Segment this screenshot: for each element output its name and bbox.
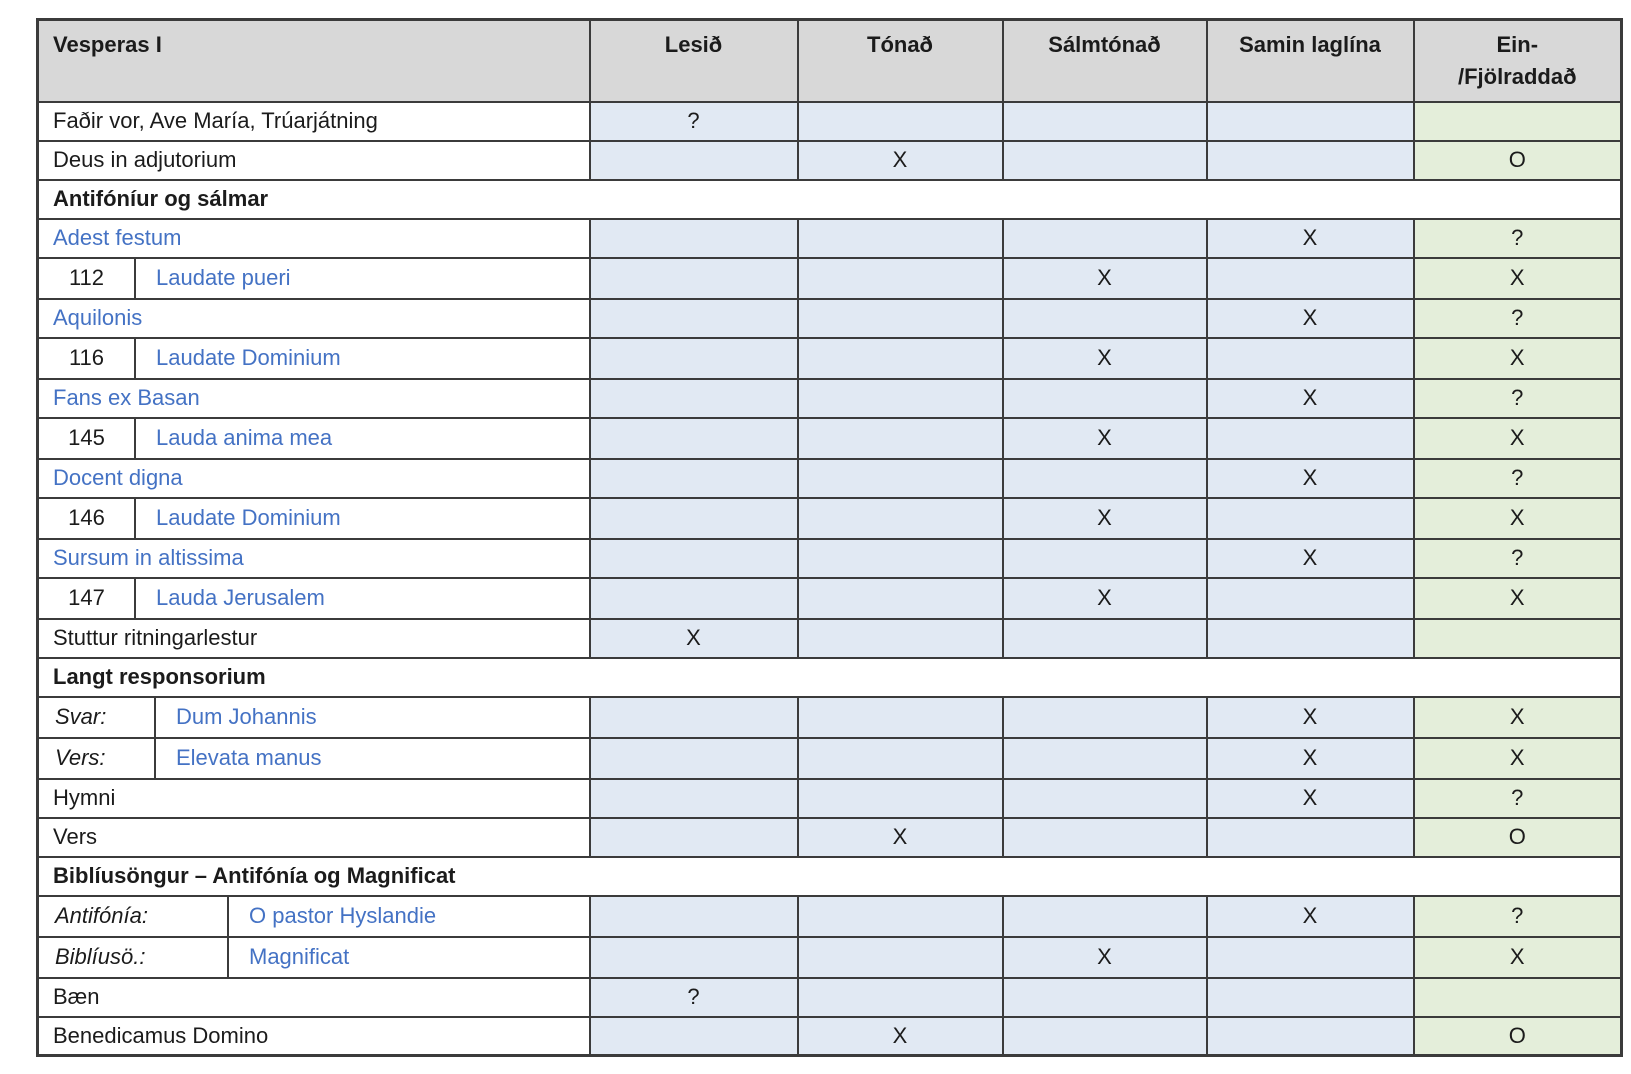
chant-link[interactable]: O pastor Hyslandie (249, 903, 437, 928)
mark-cell-tonad (798, 697, 1003, 738)
mark-cell-tonad (798, 619, 1003, 658)
psalm-number: 116 (39, 339, 136, 378)
mark-cell-samin (1207, 818, 1414, 857)
table-row (38, 102, 1622, 141)
row-label: Bæn (53, 984, 100, 1009)
mark-cell-samin: X (1207, 539, 1414, 578)
table-row (38, 697, 1622, 738)
mark-cell-ein-fjolraddad: ? (1414, 459, 1622, 498)
mark-cell-ein-fjolraddad: X (1414, 258, 1622, 299)
row-label-cell (38, 1017, 590, 1056)
chant-link[interactable]: Elevata manus (176, 745, 322, 770)
section-row (38, 658, 1622, 697)
row-label-cell (38, 102, 590, 141)
row-prefix-label: Svar: (39, 698, 156, 737)
split-label (39, 499, 589, 538)
section-header-label: Antifóníur og sálmar (38, 180, 1622, 219)
plain-label-wrap (39, 465, 589, 491)
mark-cell-lesid: ? (590, 102, 798, 141)
mark-cell-tonad (798, 219, 1003, 258)
mark-cell-lesid (590, 738, 798, 779)
split-label (39, 339, 589, 378)
row-label-cell (38, 578, 590, 619)
mark-cell-tonad (798, 539, 1003, 578)
mark-cell-lesid (590, 258, 798, 299)
mark-cell-lesid (590, 141, 798, 180)
chant-link[interactable]: Aquilonis (53, 305, 143, 330)
table-row (38, 299, 1622, 338)
mark-cell-tonad (798, 937, 1003, 978)
row-label: Benedicamus Domino (53, 1022, 269, 1048)
mark-cell-salmtonad: X (1003, 578, 1207, 619)
header-row (38, 20, 1622, 102)
table-row (38, 937, 1622, 978)
psalm-number: 145 (39, 419, 136, 458)
table-row (38, 1017, 1622, 1056)
row-label: Vers (53, 824, 98, 849)
mark-cell-salmtonad (1003, 978, 1207, 1017)
section-header-label: Biblíusöngur – Antifónía og Magnificat (38, 857, 1622, 896)
row-label-cell (38, 498, 590, 539)
mark-cell-samin (1207, 619, 1414, 658)
psalm-number: 112 (39, 259, 136, 298)
mark-cell-lesid (590, 818, 798, 857)
mark-cell-samin: X (1207, 459, 1414, 498)
split-label (39, 739, 589, 778)
chant-link[interactable]: Adest festum (53, 225, 182, 250)
split-label (39, 698, 589, 737)
chant-link[interactable]: Dum Johannis (176, 704, 317, 729)
split-label (39, 259, 589, 298)
mark-cell-ein-fjolraddad (1414, 102, 1622, 141)
mark-cell-tonad (798, 338, 1003, 379)
mark-cell-tonad: X (798, 818, 1003, 857)
section-header-label: Langt responsorium (38, 658, 1622, 697)
mark-cell-ein-fjolraddad: O (1414, 1017, 1622, 1056)
col-header-tonad: Tónað (798, 20, 1003, 102)
mark-cell-ein-fjolraddad: ? (1414, 539, 1622, 578)
col-header-ein-line1: Ein- (1496, 32, 1539, 57)
mark-cell-lesid (590, 379, 798, 418)
mark-cell-salmtonad (1003, 379, 1207, 418)
table-row (38, 896, 1622, 937)
mark-cell-samin (1207, 141, 1414, 180)
section-row (38, 857, 1622, 896)
psalm-number: 147 (39, 579, 136, 618)
row-label-cell (38, 818, 590, 857)
table-row (38, 779, 1622, 818)
split-label (39, 897, 589, 936)
col-header-samin-laglina: Samin laglína (1207, 20, 1414, 102)
plain-label-wrap (39, 305, 589, 331)
row-label-cell (38, 937, 590, 978)
chant-link[interactable]: Laudate Dominium (156, 505, 341, 530)
mark-cell-ein-fjolraddad: X (1414, 418, 1622, 459)
table-header (38, 20, 1622, 102)
mark-cell-tonad (798, 738, 1003, 779)
mark-cell-samin (1207, 1017, 1414, 1056)
table-row (38, 978, 1622, 1017)
mark-cell-lesid (590, 498, 798, 539)
mark-cell-salmtonad (1003, 697, 1207, 738)
table-row (38, 459, 1622, 498)
split-label (39, 419, 589, 458)
mark-cell-salmtonad (1003, 299, 1207, 338)
mark-cell-lesid (590, 779, 798, 818)
chant-link[interactable]: Lauda Jerusalem (156, 585, 325, 610)
row-prefix-label: Vers: (39, 739, 156, 778)
mark-cell-samin: X (1207, 379, 1414, 418)
mark-cell-samin: X (1207, 896, 1414, 937)
mark-cell-salmtonad (1003, 459, 1207, 498)
chant-link[interactable]: Fans ex Basan (53, 385, 200, 410)
mark-cell-lesid (590, 578, 798, 619)
row-label: Deus in adjutorium (53, 147, 237, 172)
table-row (38, 418, 1622, 459)
mark-cell-salmtonad: X (1003, 338, 1207, 379)
mark-cell-salmtonad (1003, 219, 1207, 258)
row-label-cell (38, 896, 590, 937)
chant-link[interactable]: Laudate Dominium (156, 345, 341, 370)
table-row (38, 498, 1622, 539)
table-row (38, 619, 1622, 658)
row-label: Stuttur ritningarlestur (53, 625, 258, 650)
mark-cell-salmtonad (1003, 619, 1207, 658)
mark-cell-tonad (798, 896, 1003, 937)
mark-cell-lesid (590, 539, 798, 578)
table-title: Vesperas I (38, 20, 590, 102)
row-label-cell (38, 379, 590, 418)
mark-cell-salmtonad: X (1003, 498, 1207, 539)
row-label: Faðir vor, Ave María, Trúarjátning (53, 108, 378, 133)
mark-cell-lesid: ? (590, 978, 798, 1017)
table-row (38, 738, 1622, 779)
mark-cell-salmtonad: X (1003, 418, 1207, 459)
mark-cell-samin (1207, 578, 1414, 619)
mark-cell-samin (1207, 937, 1414, 978)
mark-cell-ein-fjolraddad: ? (1414, 219, 1622, 258)
chant-link[interactable]: Magnificat (249, 944, 350, 969)
plain-label-wrap (39, 625, 589, 651)
mark-cell-tonad (798, 102, 1003, 141)
mark-cell-samin (1207, 418, 1414, 459)
row-label-cell (38, 738, 590, 779)
chant-link[interactable]: Docent digna (53, 465, 183, 490)
mark-cell-samin: X (1207, 219, 1414, 258)
mark-cell-ein-fjolraddad (1414, 978, 1622, 1017)
mark-cell-salmtonad: X (1003, 937, 1207, 978)
row-label-cell (38, 141, 590, 180)
row-label-cell (38, 459, 590, 498)
col-header-ein-line2: /Fjölraddað (1457, 64, 1577, 89)
psalm-number: 146 (39, 499, 136, 538)
mark-cell-salmtonad (1003, 539, 1207, 578)
table-row (38, 258, 1622, 299)
col-header-ein-fjolraddad (1414, 20, 1622, 102)
mark-cell-samin (1207, 258, 1414, 299)
mark-cell-samin (1207, 338, 1414, 379)
mark-cell-ein-fjolraddad: O (1414, 818, 1622, 857)
chant-link[interactable]: Sursum in altissima (53, 545, 244, 570)
mark-cell-ein-fjolraddad: X (1414, 937, 1622, 978)
row-label-cell (38, 418, 590, 459)
mark-cell-samin (1207, 102, 1414, 141)
mark-cell-ein-fjolraddad (1414, 619, 1622, 658)
mark-cell-ein-fjolraddad: X (1414, 738, 1622, 779)
mark-cell-tonad (798, 779, 1003, 818)
mark-cell-ein-fjolraddad: X (1414, 338, 1622, 379)
plain-label-wrap (39, 545, 589, 571)
col-header-lesid: Lesið (590, 20, 798, 102)
mark-cell-tonad: X (798, 141, 1003, 180)
mark-cell-tonad (798, 379, 1003, 418)
table-row (38, 539, 1622, 578)
mark-cell-lesid (590, 338, 798, 379)
row-prefix-label: Antifónía: (39, 897, 229, 936)
mark-cell-lesid (590, 1017, 798, 1056)
mark-cell-salmtonad (1003, 1017, 1207, 1056)
row-label-cell (38, 219, 590, 258)
row-label-cell (38, 299, 590, 338)
table-row (38, 379, 1622, 418)
row-label-cell (38, 338, 590, 379)
split-label (39, 579, 589, 618)
row-label-cell (38, 619, 590, 658)
plain-label-wrap (39, 385, 589, 411)
mark-cell-ein-fjolraddad: ? (1414, 299, 1622, 338)
table-row (38, 578, 1622, 619)
chant-link[interactable]: Lauda anima mea (156, 425, 333, 450)
row-label-cell (38, 539, 590, 578)
mark-cell-tonad (798, 299, 1003, 338)
mark-cell-salmtonad (1003, 738, 1207, 779)
mark-cell-samin (1207, 978, 1414, 1017)
mark-cell-ein-fjolraddad: ? (1414, 896, 1622, 937)
vespers-table (36, 18, 1623, 1057)
mark-cell-ein-fjolraddad: ? (1414, 379, 1622, 418)
mark-cell-salmtonad (1003, 102, 1207, 141)
mark-cell-lesid (590, 299, 798, 338)
mark-cell-tonad (798, 418, 1003, 459)
row-label-cell (38, 779, 590, 818)
mark-cell-tonad (798, 459, 1003, 498)
mark-cell-tonad: X (798, 1017, 1003, 1056)
mark-cell-samin: X (1207, 779, 1414, 818)
mark-cell-tonad (798, 258, 1003, 299)
row-label-cell (38, 978, 590, 1017)
plain-label-wrap (39, 108, 589, 134)
mark-cell-ein-fjolraddad: X (1414, 697, 1622, 738)
mark-cell-lesid (590, 459, 798, 498)
section-row (38, 180, 1622, 219)
table-row (38, 219, 1622, 258)
mark-cell-samin: X (1207, 738, 1414, 779)
mark-cell-ein-fjolraddad: X (1414, 498, 1622, 539)
plain-label-wrap (39, 147, 589, 173)
mark-cell-ein-fjolraddad: ? (1414, 779, 1622, 818)
mark-cell-lesid (590, 418, 798, 459)
col-header-salmtonad: Sálmtónað (1003, 20, 1207, 102)
split-label (39, 938, 589, 977)
plain-label-wrap (39, 225, 589, 251)
mark-cell-salmtonad (1003, 141, 1207, 180)
mark-cell-salmtonad (1003, 818, 1207, 857)
mark-cell-lesid: X (590, 619, 798, 658)
plain-label-wrap (39, 984, 589, 1010)
row-label-cell (38, 258, 590, 299)
plain-label-wrap (39, 824, 589, 850)
mark-cell-tonad (798, 578, 1003, 619)
mark-cell-lesid (590, 697, 798, 738)
row-label: Hymni (53, 785, 116, 810)
table-row (38, 338, 1622, 379)
row-label-cell (38, 697, 590, 738)
mark-cell-ein-fjolraddad: X (1414, 578, 1622, 619)
mark-cell-samin: X (1207, 299, 1414, 338)
mark-cell-salmtonad (1003, 896, 1207, 937)
mark-cell-lesid (590, 219, 798, 258)
plain-label-wrap (39, 1023, 589, 1049)
mark-cell-samin: X (1207, 697, 1414, 738)
mark-cell-samin (1207, 498, 1414, 539)
mark-cell-tonad (798, 978, 1003, 1017)
table-row (38, 818, 1622, 857)
mark-cell-ein-fjolraddad: O (1414, 141, 1622, 180)
mark-cell-lesid (590, 937, 798, 978)
table-body (38, 102, 1622, 1056)
mark-cell-salmtonad: X (1003, 258, 1207, 299)
table-row (38, 141, 1622, 180)
plain-label-wrap (39, 785, 589, 811)
mark-cell-tonad (798, 498, 1003, 539)
mark-cell-salmtonad (1003, 779, 1207, 818)
mark-cell-lesid (590, 896, 798, 937)
chant-link[interactable]: Laudate pueri (156, 265, 291, 290)
row-prefix-label: Biblíusö.: (39, 938, 229, 977)
